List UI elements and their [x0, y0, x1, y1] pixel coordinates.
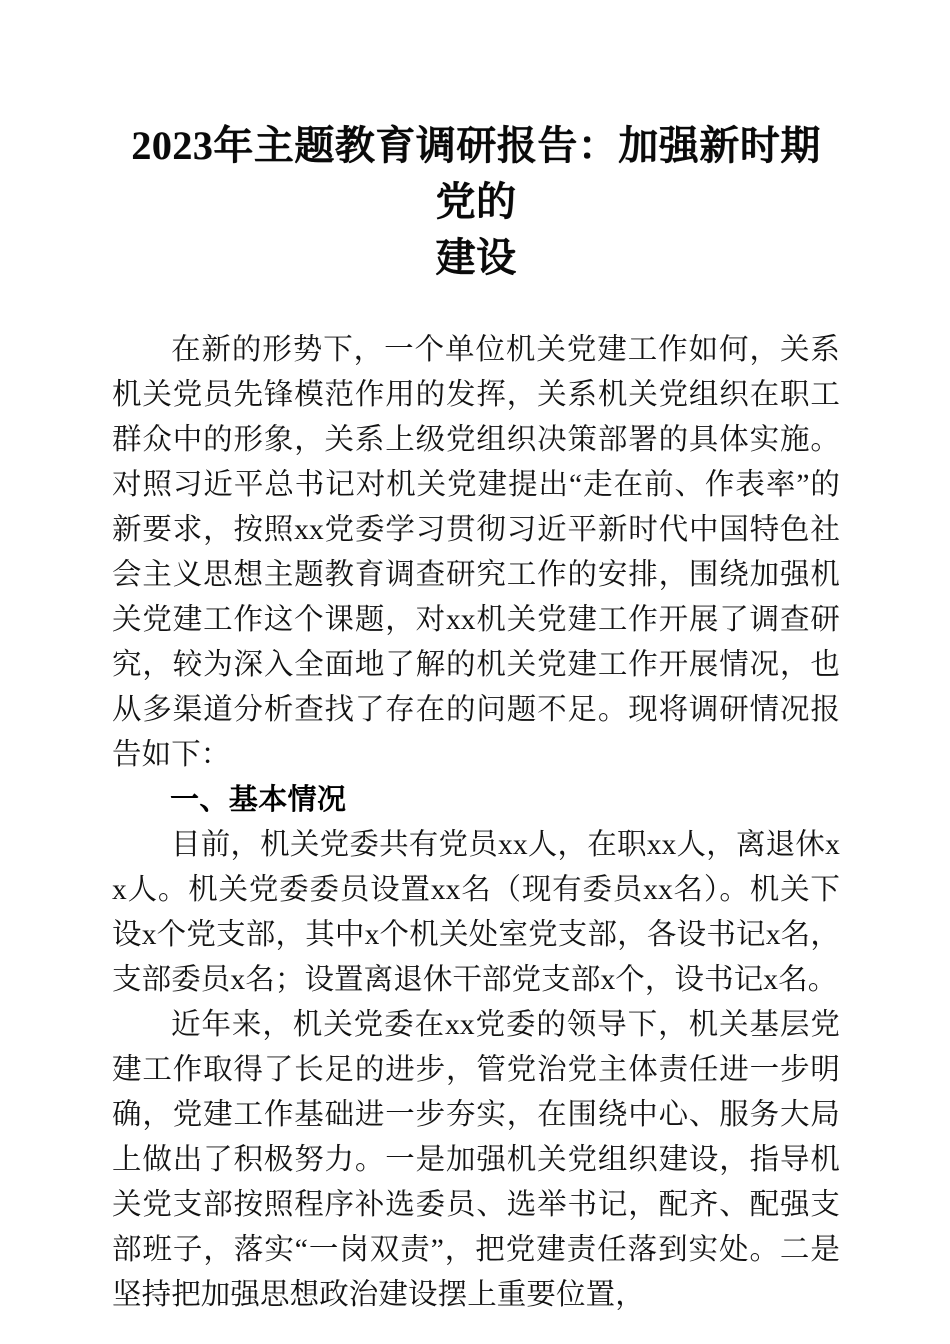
basic-situation-paragraph-2: 近年来，机关党委在xx党委的领导下，机关基层党建工作取得了长足的进步，管党治党主体责任进一步明确，党建工作基础进一步夯实，在围绕中心、服务大局上做出了积极努力。一是加强机关党组织建设，指导机关党支部按照程序补选委员、选举书记，配齐、配强支部班子，落实“一岗双责”，把党建责任落到实处。二是坚持把加强思想政治建设摆上重要位置， [112, 1009, 840, 1311]
section-heading-1: 一、基本情况 [170, 784, 347, 816]
document-body [112, 118, 840, 1318]
page-title-line-1: 2023年主题教育调研报告：加强新时期党的 [131, 123, 821, 224]
title-spacer [112, 286, 840, 328]
page-title-line-2: 建设 [435, 235, 517, 280]
intro-paragraph: 在新的形势下，一个单位机关党建工作如何，关系机关党员先锋模范作用的发挥，关系机关党组织在职工群众中的形象，关系上级党组织决策部署的具体实施。对照习近平总书记对机关党建提出“走在前、作表率”的新要求，按照xx党委学习贯彻习近平新时代中国特色社会主义思想主题教育调查研究工作的安排，围绕加强机关党建工作这个课题，对xx机关党建工作开展了调查研究，较为深入全面地了解的机关党建工作开展情况，也从多渠道分析查找了存在的问题不足。现将调研情况报告如下： [112, 334, 840, 771]
page-title [112, 118, 840, 286]
basic-situation-paragraph-1: 目前，机关党委共有党员xx人，在职xx人，离退休xx人。机关党委委员设置xx名（现有委员xx名）。机关下设x个党支部，其中x个机关处室党支部，各设书记x名，支部委员x名；设置离退休干部党支部x个，设书记x名。 [112, 829, 840, 996]
